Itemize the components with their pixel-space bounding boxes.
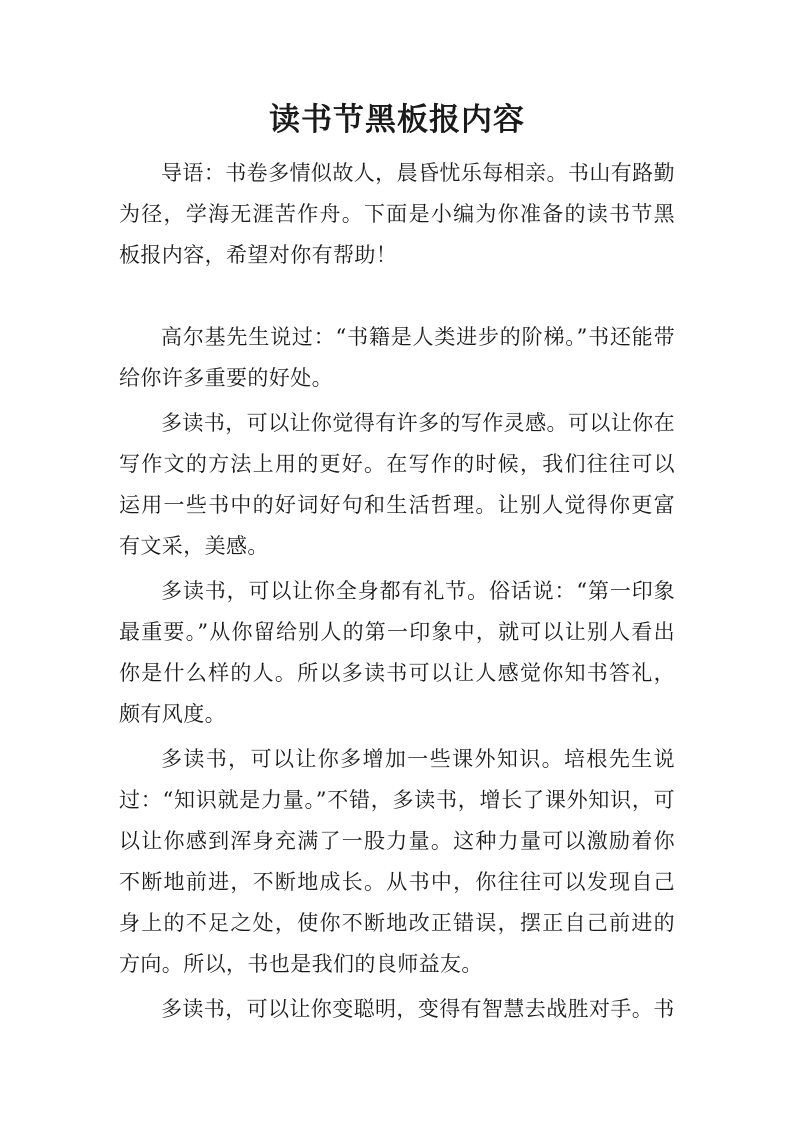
paragraph-spacer [119,276,675,317]
intro-paragraph: 导语：书卷多情似故人，晨昏忧乐每相亲。书山有路勤为径，学海无涯苦作舟。下面是小编为你准备的读书节黑板报内容，希望对你有帮助！ [119,161,675,267]
body-paragraph: 高尔基先生说过：“书籍是人类进步的阶梯。”书还能带给你许多重要的好处。 [119,325,675,390]
document-body [119,153,675,1030]
body-paragraph: 多读书，可以让你变聪明，变得有智慧去战胜对手。书 [161,997,675,1021]
page-title: 读书节黑板报内容 [269,102,525,138]
body-paragraph: 多读书，可以让你多增加一些课外知识。培根先生说过：“知识就是力量。”不错，多读书，增长了课外知识，可以让你感到浑身充满了一股力量。这种力量可以激励着你不断地前进，不断地成长。从书中，你往往可以发现自己身上的不足之处，使你不断地改正错误，摆正自己前进的方向。所以，书也是我们的良师益友。 [119,747,675,976]
body-paragraph: 多读书，可以让你觉得有许多的写作灵感。可以让你在写作文的方法上用的更好。在写作的时候，我们往往可以运用一些书中的好词好句和生活哲理。让别人觉得你更富有文采，美感。 [119,411,675,558]
body-paragraph: 多读书，可以让你全身都有礼节。俗话说：“第一印象最重要。”从你留给别人的第一印象中，就可以让别人看出你是什么样的人。所以多读书可以让人感觉你知书答礼，颇有风度。 [119,579,675,726]
